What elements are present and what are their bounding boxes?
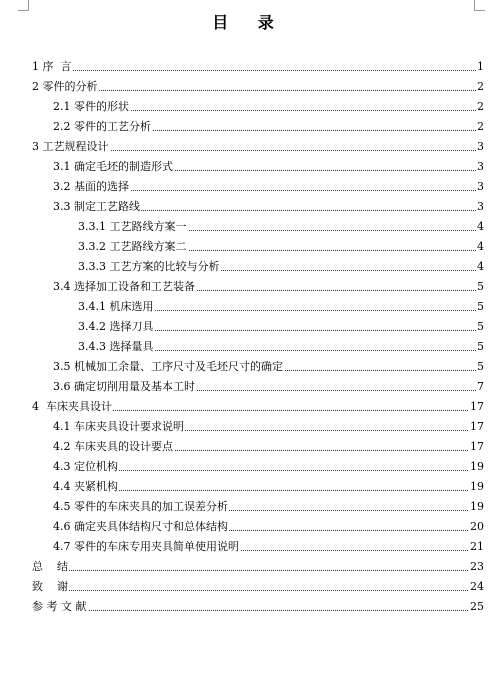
toc-entry-label: 4.3 定位机构 bbox=[53, 457, 119, 477]
toc-entry-label: 4.4 夹紧机构 bbox=[53, 477, 119, 497]
toc-entry[interactable] bbox=[0, 537, 498, 557]
toc-entry[interactable] bbox=[0, 337, 498, 357]
toc-page-number: 19 bbox=[469, 477, 484, 497]
toc-entry[interactable] bbox=[0, 377, 498, 397]
toc-page-number: 4 bbox=[476, 237, 484, 257]
toc-entry-label: 2.1 零件的形状 bbox=[53, 97, 130, 117]
toc-entry[interactable] bbox=[0, 437, 498, 457]
toc-entry[interactable] bbox=[0, 217, 498, 237]
toc-page-number: 20 bbox=[469, 517, 484, 537]
toc-entry[interactable] bbox=[0, 357, 498, 377]
toc-page-number: 4 bbox=[476, 217, 484, 237]
toc-entry[interactable] bbox=[0, 397, 498, 417]
toc-entry-label: 3.5 机械加工余量、工序尺寸及毛坯尺寸的确定 bbox=[53, 357, 284, 377]
toc-page-number: 5 bbox=[476, 277, 484, 297]
toc-page-number: 17 bbox=[469, 397, 484, 417]
toc-entry-label: 3.6 确定切削用量及基本工时 bbox=[53, 377, 196, 397]
page-title: 目 录 bbox=[212, 13, 286, 32]
toc-entry[interactable] bbox=[0, 577, 498, 597]
toc-entry-label: 总 结 bbox=[32, 557, 69, 577]
toc-entry[interactable] bbox=[0, 97, 498, 117]
toc-entry-label: 2 零件的分析 bbox=[32, 77, 99, 97]
toc-page-number: 2 bbox=[476, 97, 484, 117]
toc-leader-dots bbox=[32, 590, 484, 591]
toc-page-number: 21 bbox=[469, 537, 484, 557]
toc-page-number: 17 bbox=[469, 437, 484, 457]
toc-entry-label: 3.1 确定毛坯的制造形式 bbox=[53, 157, 174, 177]
toc-entry[interactable] bbox=[0, 177, 498, 197]
toc-entry-label: 4 车床夹具设计 bbox=[32, 397, 113, 417]
toc-entry[interactable] bbox=[0, 557, 498, 577]
toc-entry-label: 致 谢 bbox=[32, 577, 69, 597]
toc-page-number: 2 bbox=[476, 117, 484, 137]
toc-page-number: 5 bbox=[476, 317, 484, 337]
toc-entry-label: 4.1 车床夹具设计要求说明 bbox=[53, 417, 185, 437]
toc-entry-label: 3.3.3 工艺方案的比较与分析 bbox=[78, 257, 221, 277]
toc-entry-label: 3.3.1 工艺路线方案一 bbox=[78, 217, 188, 237]
toc-entry[interactable] bbox=[0, 57, 498, 77]
toc-page-number: 3 bbox=[476, 157, 484, 177]
toc-entry[interactable] bbox=[0, 457, 498, 477]
toc-page-number: 19 bbox=[469, 497, 484, 517]
toc-leader-dots bbox=[32, 570, 484, 571]
toc-page-number: 7 bbox=[476, 377, 484, 397]
toc-entry[interactable] bbox=[0, 137, 498, 157]
toc-entry[interactable] bbox=[0, 597, 498, 617]
toc-entry[interactable] bbox=[0, 237, 498, 257]
toc-entry-label: 1 序 言 bbox=[32, 57, 73, 77]
toc-entry[interactable] bbox=[0, 157, 498, 177]
toc-page-number: 17 bbox=[469, 417, 484, 437]
toc-entry[interactable] bbox=[0, 477, 498, 497]
toc-leader-dots bbox=[32, 70, 484, 71]
toc-entry[interactable] bbox=[0, 77, 498, 97]
toc-page-number: 3 bbox=[476, 197, 484, 217]
toc-entry-label: 参 考 文 献 bbox=[32, 597, 88, 617]
toc-entry[interactable] bbox=[0, 277, 498, 297]
toc-page-number: 5 bbox=[476, 297, 484, 317]
toc-entry-label: 3.4.1 机床选用 bbox=[78, 297, 155, 317]
toc-page-number: 1 bbox=[476, 57, 484, 77]
toc-entry-label: 3.3.2 工艺路线方案二 bbox=[78, 237, 188, 257]
toc-entry[interactable] bbox=[0, 257, 498, 277]
toc-page-number: 19 bbox=[469, 457, 484, 477]
toc-entry-label: 3.4.2 选择刀具 bbox=[78, 317, 155, 337]
toc-entry[interactable] bbox=[0, 417, 498, 437]
toc-entry-label: 3.2 基面的选择 bbox=[53, 177, 130, 197]
toc-page-number: 23 bbox=[469, 557, 484, 577]
toc-page-number: 3 bbox=[476, 177, 484, 197]
toc-entry[interactable] bbox=[0, 517, 498, 537]
toc-leader-dots bbox=[32, 610, 484, 611]
toc-entry-label: 4.2 车床夹具的设计要点 bbox=[53, 437, 174, 457]
toc-entry[interactable] bbox=[0, 297, 498, 317]
toc-entry-label: 3.4.3 选择量具 bbox=[78, 337, 155, 357]
toc-entry[interactable] bbox=[0, 117, 498, 137]
toc-entry-label: 4.7 零件的车床专用夹具简单使用说明 bbox=[53, 537, 240, 557]
toc-entry[interactable] bbox=[0, 317, 498, 337]
toc-page-number: 24 bbox=[469, 577, 484, 597]
toc-entry-label: 3 工艺规程设计 bbox=[32, 137, 110, 157]
toc-entry-label: 2.2 零件的工艺分析 bbox=[53, 117, 152, 137]
toc-page-number: 4 bbox=[476, 257, 484, 277]
toc-page-number: 5 bbox=[476, 357, 484, 377]
toc-page-number: 2 bbox=[476, 77, 484, 97]
toc-entry-label: 3.4 选择加工设备和工艺装备 bbox=[53, 277, 196, 297]
toc-entry-label: 4.5 零件的车床夹具的加工误差分析 bbox=[53, 497, 229, 517]
toc-entry[interactable] bbox=[0, 497, 498, 517]
toc-page-number: 3 bbox=[476, 137, 484, 157]
toc-entry-label: 3.3 制定工艺路线 bbox=[53, 197, 141, 217]
toc-entry[interactable] bbox=[0, 197, 498, 217]
toc-page-number: 25 bbox=[469, 597, 484, 617]
toc-leader-dots bbox=[32, 90, 484, 91]
toc-entry-label: 4.6 确定夹具体结构尺寸和总体结构 bbox=[53, 517, 229, 537]
toc-page-number: 5 bbox=[476, 337, 484, 357]
